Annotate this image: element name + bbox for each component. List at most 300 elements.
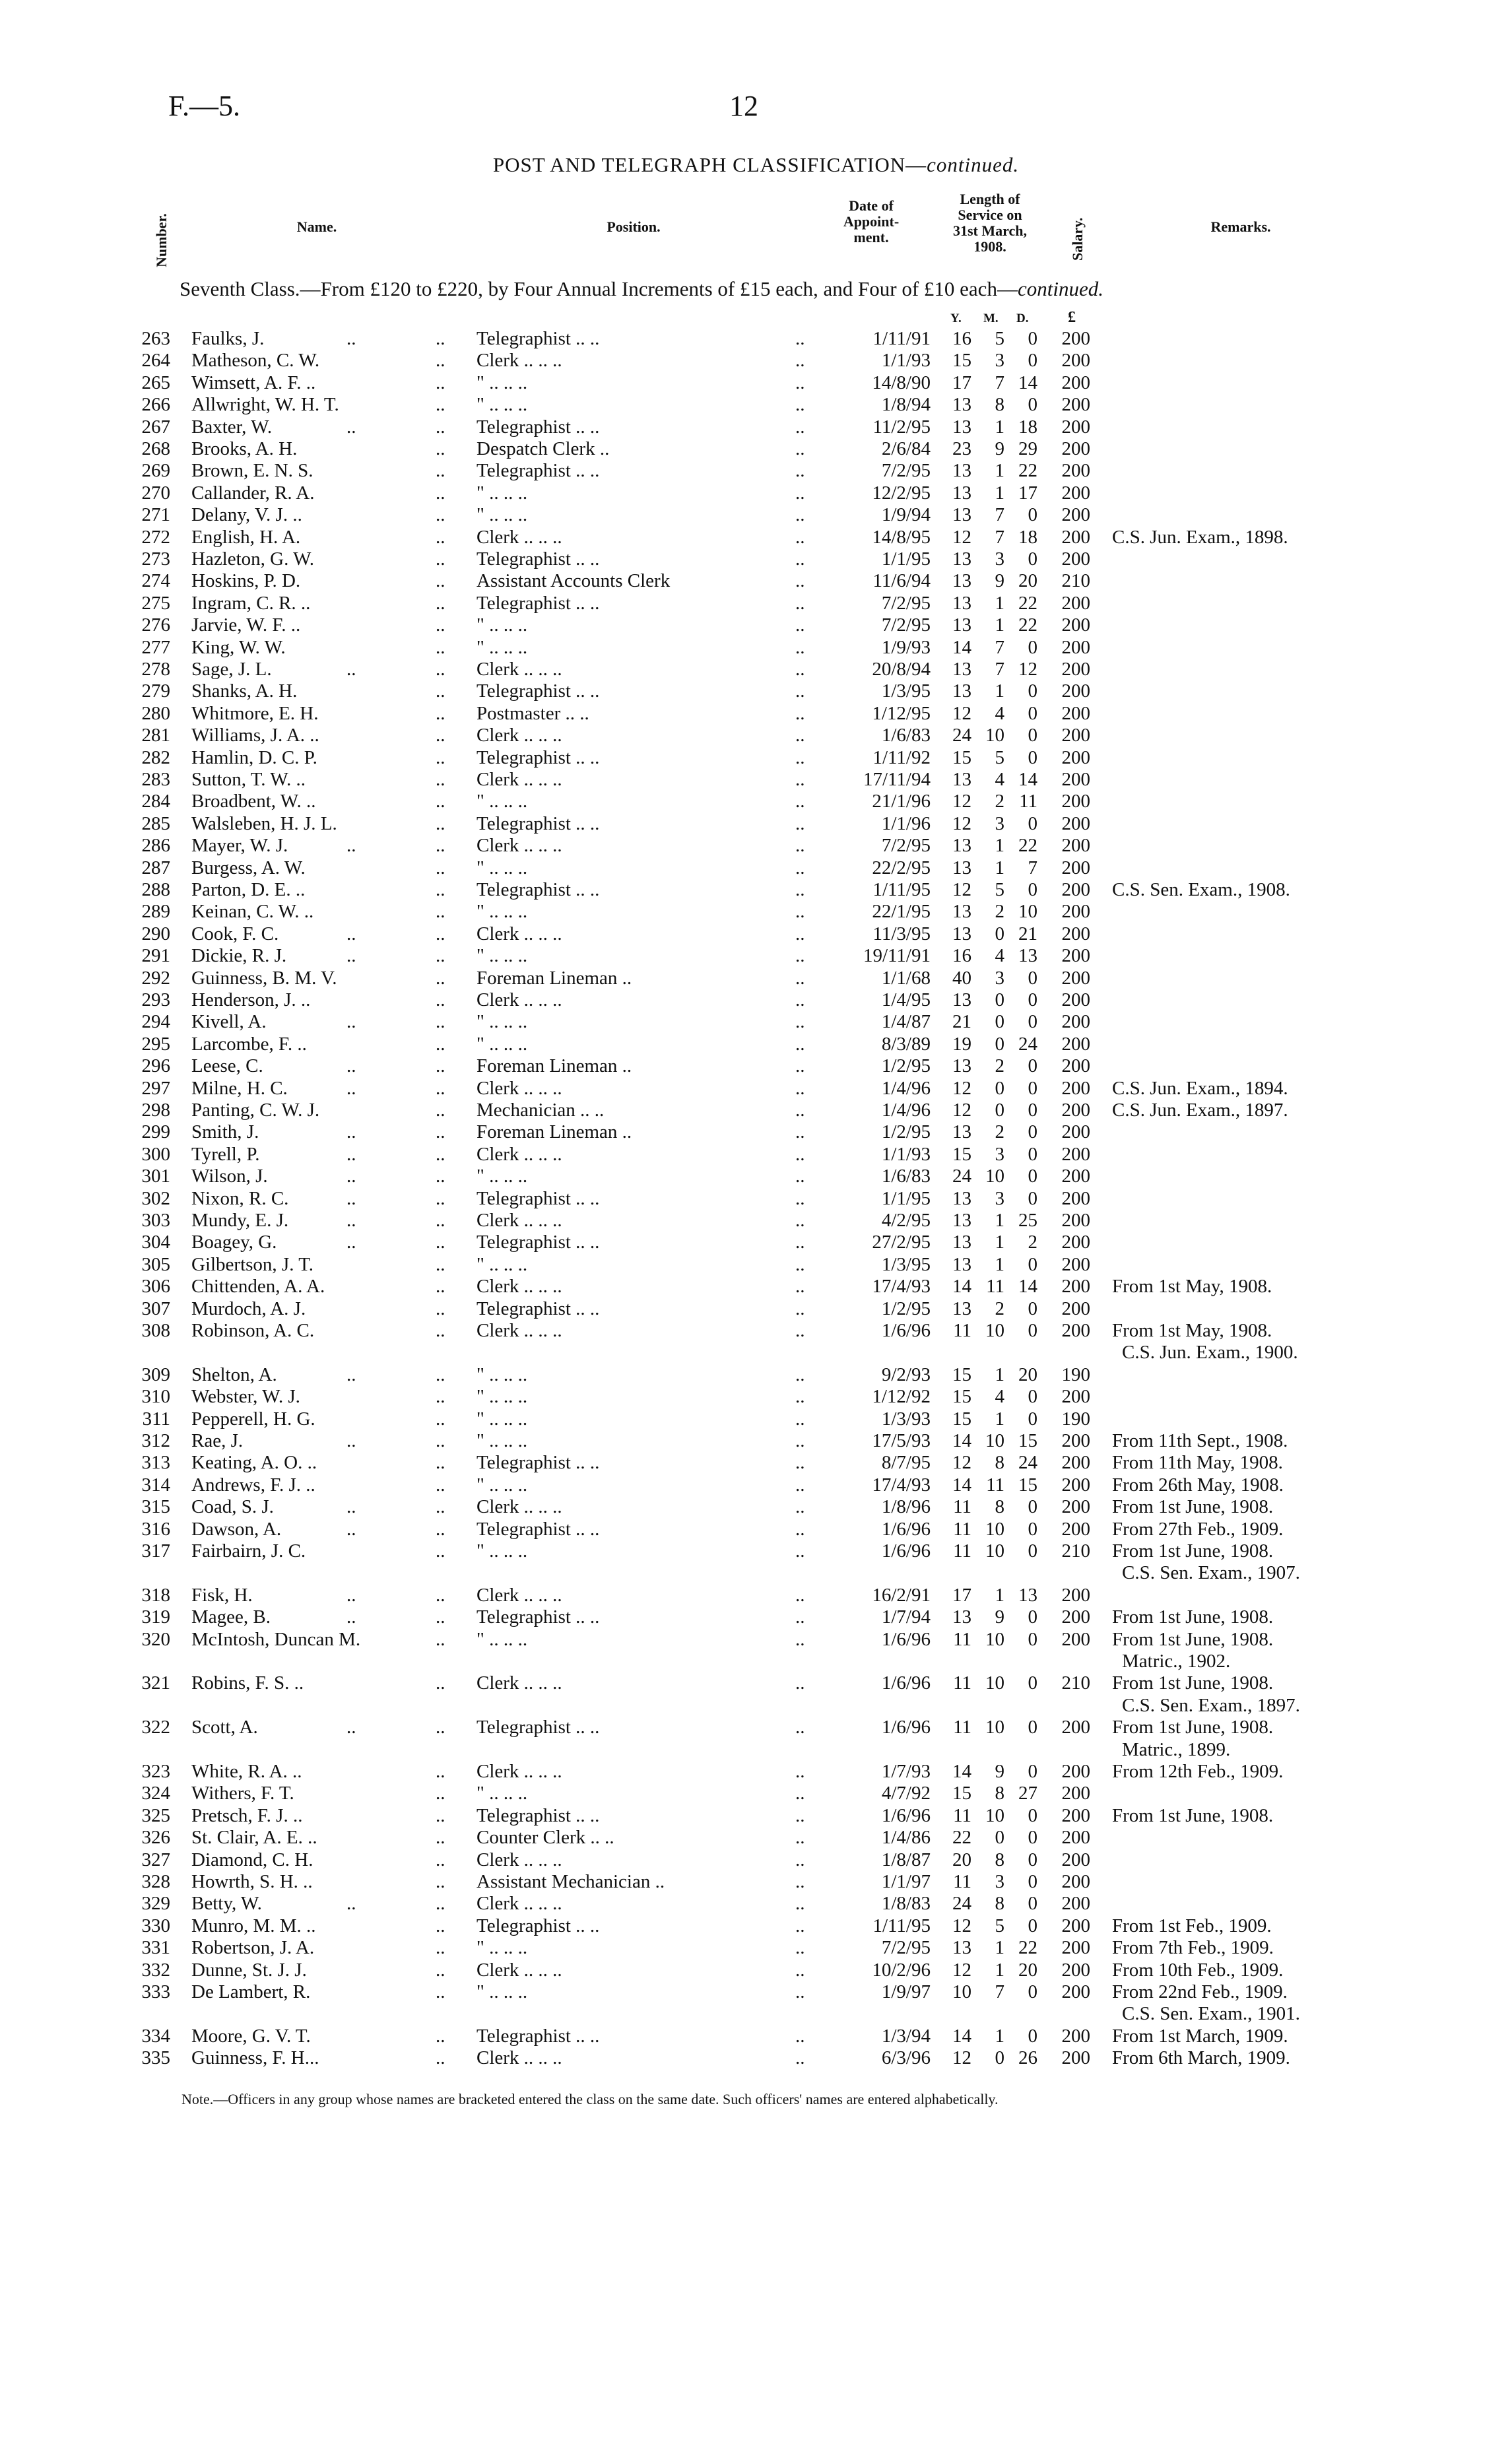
entry-appointment-date: 1/11/91 <box>872 328 931 349</box>
entry-service-months: 8 <box>995 1496 1004 1518</box>
leader-dots: .. <box>436 592 445 614</box>
entry-service-years: 13 <box>952 857 971 878</box>
entry-service-years: 13 <box>952 548 971 570</box>
unit-days: D. <box>1016 312 1029 325</box>
entry-appointment-date: 17/11/94 <box>863 769 931 790</box>
leader-dots: .. <box>436 1937 445 1959</box>
leader-dots: .. <box>795 1981 805 2002</box>
leader-dots: .. <box>436 416 445 438</box>
entry-appointment-date: 1/2/95 <box>881 1055 931 1077</box>
entry-service-days: 18 <box>1018 526 1037 548</box>
entry-service-days: 15 <box>1018 1474 1037 1496</box>
entry-salary: 200 <box>1061 1143 1090 1165</box>
leader-dots: .. <box>795 1276 805 1298</box>
table-row <box>0 1166 1512 1187</box>
leader-dots: .. <box>436 1540 445 1562</box>
entry-position: Clerk .. .. .. <box>477 1143 562 1165</box>
leader-dots: .. <box>795 857 805 878</box>
entry-remarks: C.S. Jun. Exam., 1897. <box>1112 1100 1288 1121</box>
col-header-date-l3: ment. <box>853 229 889 246</box>
entry-service-days: 0 <box>1028 1518 1037 1540</box>
entry-appointment-date: 1/12/92 <box>872 1386 931 1408</box>
entry-number: 318 <box>141 1584 170 1606</box>
entry-salary: 190 <box>1061 1364 1090 1385</box>
entry-position: Clerk .. .. .. <box>477 769 562 790</box>
leader-dots: .. <box>436 1253 445 1275</box>
entry-remarks: From 1st March, 1909. <box>1112 2025 1288 2047</box>
entry-position: " .. .. .. <box>477 1253 528 1275</box>
leader-dots: .. <box>436 1055 445 1077</box>
entry-service-days: 22 <box>1018 460 1037 482</box>
table-row <box>0 857 1512 879</box>
entry-remarks: From 1st June, 1908. <box>1112 1628 1274 1650</box>
entry-appointment-date: 2/6/84 <box>881 438 931 459</box>
entry-service-years: 12 <box>952 1915 971 1936</box>
entry-name: Scott, A. <box>191 1717 258 1738</box>
entry-position: " .. .. .. <box>477 1540 528 1562</box>
entry-position: Clerk .. .. .. <box>477 1584 562 1606</box>
entry-appointment-date: 6/3/96 <box>881 2047 931 2069</box>
entry-name: Murdoch, A. J. <box>191 1298 306 1319</box>
entry-name: Moore, G. V. T. <box>191 2025 311 2047</box>
table-row <box>0 945 1512 967</box>
entry-appointment-date: 8/3/89 <box>881 1033 931 1055</box>
entry-service-years: 15 <box>952 746 971 768</box>
entry-number: 287 <box>141 857 170 878</box>
entry-remarks: From 1st Feb., 1909. <box>1112 1915 1272 1936</box>
entry-salary: 200 <box>1061 2025 1090 2047</box>
table-row <box>0 747 1512 769</box>
table-row <box>0 680 1512 702</box>
leader-dots: .. <box>346 923 356 944</box>
leader-dots: .. <box>436 2025 445 2047</box>
entry-service-days: 0 <box>1028 1915 1037 1936</box>
entry-appointment-date: 1/4/96 <box>881 1077 931 1099</box>
entry-appointment-date: 1/6/96 <box>881 1717 931 1738</box>
entry-service-days: 22 <box>1018 592 1037 614</box>
entry-salary: 200 <box>1061 1430 1090 1451</box>
entry-remarks-continued: C.S. Sen. Exam., 1897. <box>1122 1694 1300 1716</box>
entry-position: " .. .. .. <box>477 1783 528 1804</box>
table-row <box>0 1298 1512 1320</box>
leader-dots: .. <box>795 1033 805 1055</box>
entry-position: Clerk .. .. .. <box>477 1849 562 1870</box>
entry-remarks-continued: Matric., 1902. <box>1122 1651 1231 1672</box>
leader-dots: .. <box>346 1187 356 1209</box>
entry-service-months: 5 <box>995 879 1004 900</box>
entry-appointment-date: 1/9/94 <box>881 504 931 526</box>
leader-dots: .. <box>436 659 445 680</box>
unit-months: M. <box>983 312 999 325</box>
entry-remarks-continued: C.S. Jun. Exam., 1900. <box>1122 1342 1298 1364</box>
entry-service-days: 0 <box>1028 350 1037 372</box>
table-row <box>0 901 1512 923</box>
entry-name: Dawson, A. <box>191 1518 282 1540</box>
entry-position: Telegraphist .. .. <box>477 1915 600 1936</box>
entry-remarks: From 6th March, 1909. <box>1112 2047 1290 2069</box>
entry-salary: 200 <box>1061 614 1090 636</box>
entry-position: Clerk .. .. .. <box>477 1276 562 1298</box>
entry-service-months: 7 <box>995 372 1004 393</box>
table-row <box>0 1937 1512 1959</box>
table-row <box>0 1915 1512 1937</box>
entry-service-months: 7 <box>995 1981 1004 2002</box>
table-row <box>0 1408 1512 1430</box>
leader-dots: .. <box>795 659 805 680</box>
entry-position: Clerk .. .. .. <box>477 1077 562 1099</box>
entry-service-months: 8 <box>995 1849 1004 1870</box>
table-row <box>0 1144 1512 1166</box>
entry-position: Clerk .. .. .. <box>477 1959 562 1981</box>
entry-number: 284 <box>141 791 170 812</box>
entry-position: Assistant Mechanician .. <box>477 1871 665 1892</box>
entry-position: Telegraphist .. .. <box>477 1187 600 1209</box>
entry-salary: 200 <box>1061 1584 1090 1606</box>
leader-dots: .. <box>436 1364 445 1385</box>
leader-dots: .. <box>795 438 805 459</box>
entry-salary: 200 <box>1061 1298 1090 1319</box>
entry-service-months: 1 <box>995 592 1004 614</box>
leader-dots: .. <box>436 1430 445 1451</box>
entry-appointment-date: 21/1/96 <box>872 791 931 812</box>
leader-dots: .. <box>795 1496 805 1518</box>
entry-remarks: From 7th Feb., 1909. <box>1112 1937 1274 1959</box>
entry-service-years: 11 <box>953 1871 971 1892</box>
entry-service-months: 4 <box>995 702 1004 724</box>
entry-service-years: 24 <box>952 1166 971 1187</box>
entry-appointment-date: 1/8/83 <box>881 1893 931 1915</box>
leader-dots: .. <box>436 1827 445 1849</box>
leader-dots: .. <box>436 1011 445 1033</box>
entry-salary: 200 <box>1061 725 1090 746</box>
entry-appointment-date: 1/4/96 <box>881 1100 931 1121</box>
entry-service-days: 29 <box>1018 438 1037 459</box>
unit-pounds: £ <box>1068 309 1076 326</box>
entry-service-years: 14 <box>952 1430 971 1451</box>
entry-service-years: 23 <box>952 438 971 459</box>
entry-position: Telegraphist .. .. <box>477 812 600 834</box>
table-row <box>0 1606 1512 1628</box>
table-row <box>0 1761 1512 1783</box>
entry-service-days: 0 <box>1028 1011 1037 1033</box>
entry-service-years: 12 <box>952 1077 971 1099</box>
leader-dots: .. <box>436 1981 445 2002</box>
table-row <box>0 1783 1512 1804</box>
entry-service-days: 0 <box>1028 1871 1037 1892</box>
entry-name: Baxter, W. <box>191 416 273 438</box>
entry-appointment-date: 1/4/86 <box>881 1827 931 1849</box>
entry-salary: 200 <box>1061 945 1090 967</box>
entry-appointment-date: 4/7/92 <box>881 1783 931 1804</box>
entry-service-days: 0 <box>1028 636 1037 658</box>
entry-name: Nixon, R. C. <box>191 1187 289 1209</box>
entry-salary: 200 <box>1061 460 1090 482</box>
table-row <box>0 1893 1512 1915</box>
entry-appointment-date: 17/4/93 <box>872 1474 931 1496</box>
entry-name: Faulks, J. <box>191 328 265 349</box>
entry-position: " .. .. .. <box>477 1386 528 1408</box>
entry-appointment-date: 1/9/97 <box>881 1981 931 2002</box>
entry-service-months: 0 <box>995 989 1004 1010</box>
entry-position: " .. .. .. <box>477 394 528 416</box>
col-header-number: Number. <box>153 213 170 267</box>
entry-service-months: 11 <box>986 1474 1004 1496</box>
leader-dots: .. <box>436 1474 445 1496</box>
entry-appointment-date: 11/3/95 <box>872 923 931 944</box>
entry-service-years: 11 <box>953 1717 971 1738</box>
leader-dots: .. <box>346 1430 356 1451</box>
entry-name: Shelton, A. <box>191 1364 277 1385</box>
entry-service-days: 0 <box>1028 1077 1037 1099</box>
leader-dots: .. <box>346 1121 356 1143</box>
entry-appointment-date: 1/9/93 <box>881 636 931 658</box>
entry-service-days: 27 <box>1018 1783 1037 1804</box>
entry-service-years: 15 <box>952 350 971 372</box>
entry-position: Clerk .. .. .. <box>477 350 562 372</box>
entry-service-days: 20 <box>1018 570 1037 592</box>
entry-position: Telegraphist .. .. <box>477 1452 600 1474</box>
entry-service-days: 0 <box>1028 1540 1037 1562</box>
entry-number: 323 <box>141 1761 170 1782</box>
leader-dots: .. <box>346 1893 356 1915</box>
table-row <box>0 504 1512 526</box>
entry-salary: 200 <box>1061 1386 1090 1408</box>
entry-salary: 200 <box>1061 328 1090 349</box>
entry-service-months: 7 <box>995 636 1004 658</box>
entry-remarks: From 1st June, 1908. <box>1112 1496 1274 1518</box>
entry-salary: 200 <box>1061 923 1090 944</box>
leader-dots: .. <box>795 372 805 393</box>
entry-position: Clerk .. .. .. <box>477 1210 562 1231</box>
entry-remarks: From 11th May, 1908. <box>1112 1452 1283 1474</box>
entry-salary: 200 <box>1061 592 1090 614</box>
table-row <box>0 1672 1512 1694</box>
entry-name: Hazleton, G. W. <box>191 548 315 570</box>
entry-position: " .. .. .. <box>477 857 528 878</box>
leader-dots: .. <box>795 1298 805 1319</box>
leader-dots: .. <box>436 614 445 636</box>
entry-salary: 200 <box>1061 680 1090 702</box>
entry-salary: 200 <box>1061 1761 1090 1782</box>
entry-position: " .. .. .. <box>477 1430 528 1451</box>
entry-position: " .. .. .. <box>477 1011 528 1033</box>
entry-name: Fairbairn, J. C. <box>191 1540 306 1562</box>
entry-remarks: From 10th Feb., 1909. <box>1112 1959 1284 1981</box>
table-row <box>0 548 1512 570</box>
entry-number: 301 <box>141 1166 170 1187</box>
entry-name: Coad, S. J. <box>191 1496 274 1518</box>
entry-salary: 200 <box>1061 548 1090 570</box>
entry-service-days: 0 <box>1028 1672 1037 1694</box>
table-row <box>0 1320 1512 1342</box>
entry-name: Jarvie, W. F. .. <box>191 614 301 636</box>
leader-dots: .. <box>795 1761 805 1782</box>
entry-salary: 200 <box>1061 769 1090 790</box>
entry-number: 305 <box>141 1253 170 1275</box>
entry-appointment-date: 11/6/94 <box>872 570 931 592</box>
leader-dots: .. <box>795 1430 805 1451</box>
entry-service-years: 15 <box>952 1364 971 1385</box>
entry-name: King, W. W. <box>191 636 286 658</box>
entry-number: 296 <box>141 1055 170 1077</box>
leader-dots: .. <box>436 394 445 416</box>
leader-dots: .. <box>436 1143 445 1165</box>
entry-service-months: 0 <box>995 1077 1004 1099</box>
entry-name: Sutton, T. W. .. <box>191 769 306 790</box>
entry-service-months: 0 <box>995 1100 1004 1121</box>
entry-number: 267 <box>141 416 170 438</box>
entry-service-months: 3 <box>995 350 1004 372</box>
leader-dots: .. <box>436 1166 445 1187</box>
entry-salary: 200 <box>1061 702 1090 724</box>
entry-appointment-date: 1/6/96 <box>881 1804 931 1826</box>
entry-service-years: 13 <box>952 1121 971 1143</box>
table-row <box>0 416 1512 438</box>
entry-number: 321 <box>141 1672 170 1694</box>
leader-dots: .. <box>436 1077 445 1099</box>
entry-number: 303 <box>141 1210 170 1231</box>
entry-salary: 200 <box>1061 1804 1090 1826</box>
entry-salary: 200 <box>1061 1166 1090 1187</box>
entry-appointment-date: 1/12/95 <box>872 702 931 724</box>
entry-service-years: 12 <box>952 879 971 900</box>
leader-dots: .. <box>436 1386 445 1408</box>
leader-dots: .. <box>436 1849 445 1870</box>
leader-dots: .. <box>436 460 445 482</box>
entry-appointment-date: 1/8/94 <box>881 394 931 416</box>
entry-number: 319 <box>141 1606 170 1628</box>
entry-number: 326 <box>141 1827 170 1849</box>
leader-dots: .. <box>436 1033 445 1055</box>
entry-number: 283 <box>141 769 170 790</box>
leader-dots: .. <box>795 1011 805 1033</box>
entry-name: Robertson, J. A. <box>191 1937 315 1959</box>
entry-name: Walsleben, H. J. L. <box>191 812 337 834</box>
leader-dots: .. <box>436 1496 445 1518</box>
entry-name: Broadbent, W. .. <box>191 791 316 812</box>
entry-name: Allwright, W. H. T. <box>191 394 339 416</box>
entry-name: Fisk, H. <box>191 1584 253 1606</box>
entry-name: Mayer, W. J. <box>191 835 288 857</box>
leader-dots: .. <box>795 1364 805 1385</box>
entry-service-days: 0 <box>1028 989 1037 1010</box>
entry-appointment-date: 11/2/95 <box>872 416 931 438</box>
entry-name: Gilbertson, J. T. <box>191 1253 314 1275</box>
col-header-date <box>818 198 924 246</box>
entry-service-years: 12 <box>952 812 971 834</box>
entry-number: 288 <box>141 879 170 900</box>
entry-position: " .. .. .. <box>477 1981 528 2002</box>
entry-position: Telegraphist .. .. <box>477 680 600 702</box>
entry-number: 312 <box>141 1430 170 1451</box>
entry-service-months: 10 <box>985 725 1004 746</box>
entry-service-days: 10 <box>1018 901 1037 923</box>
table-row <box>0 1078 1512 1100</box>
entry-salary: 200 <box>1061 1717 1090 1738</box>
leader-dots: .. <box>795 1540 805 1562</box>
entry-salary: 200 <box>1061 1893 1090 1915</box>
entry-position: " .. .. .. <box>477 1628 528 1650</box>
entry-service-days: 0 <box>1028 1408 1037 1430</box>
entry-name: Milne, H. C. <box>191 1077 288 1099</box>
entry-number: 290 <box>141 923 170 944</box>
entry-service-months: 9 <box>995 1606 1004 1628</box>
entry-position: Clerk .. .. .. <box>477 526 562 548</box>
entry-salary: 200 <box>1061 746 1090 768</box>
entry-number: 308 <box>141 1320 170 1341</box>
entry-number: 282 <box>141 746 170 768</box>
entry-number: 265 <box>141 372 170 393</box>
entry-position: " .. .. .. <box>477 482 528 504</box>
entry-salary: 200 <box>1061 1276 1090 1298</box>
entry-name: Kivell, A. <box>191 1011 267 1033</box>
col-header-service-l1: Length of <box>960 191 1020 207</box>
entry-name: Shanks, A. H. <box>191 680 298 702</box>
table-row <box>0 1055 1512 1077</box>
entry-remarks: C.S. Jun. Exam., 1898. <box>1112 526 1288 548</box>
leader-dots: .. <box>346 1166 356 1187</box>
entry-service-years: 11 <box>953 1518 971 1540</box>
entry-name: Hamlin, D. C. P. <box>191 746 317 768</box>
entry-number: 317 <box>141 1540 170 1562</box>
entry-number: 274 <box>141 570 170 592</box>
entry-salary: 200 <box>1061 1011 1090 1033</box>
entry-salary: 200 <box>1061 1077 1090 1099</box>
leader-dots: .. <box>795 1783 805 1804</box>
table-row <box>0 791 1512 812</box>
leader-dots: .. <box>346 1055 356 1077</box>
leader-dots: .. <box>795 1320 805 1341</box>
entry-position: Despatch Clerk .. <box>477 438 610 459</box>
footnote: Note.—Officers in any group whose names are bracketed entered the class on the same date. Such officers' names are entered alphabetically. <box>181 2091 999 2107</box>
entry-salary: 200 <box>1061 1100 1090 1121</box>
leader-dots: .. <box>795 592 805 614</box>
entry-number: 299 <box>141 1121 170 1143</box>
entry-service-days: 0 <box>1028 328 1037 349</box>
entry-service-days: 25 <box>1018 1210 1037 1231</box>
entry-service-months: 1 <box>995 680 1004 702</box>
leader-dots: .. <box>795 1166 805 1187</box>
col-header-position: Position. <box>607 218 661 235</box>
entry-name: Leese, C. <box>191 1055 263 1077</box>
entry-salary: 200 <box>1061 1518 1090 1540</box>
entry-salary: 200 <box>1061 1474 1090 1496</box>
leader-dots: .. <box>795 2025 805 2047</box>
leader-dots: .. <box>795 1518 805 1540</box>
entry-service-years: 15 <box>952 1408 971 1430</box>
entry-service-days: 22 <box>1018 835 1037 857</box>
entry-salary: 200 <box>1061 1232 1090 1253</box>
entry-number: 271 <box>141 504 170 526</box>
entry-remarks: From 1st May, 1908. <box>1112 1320 1272 1341</box>
leader-dots: .. <box>795 680 805 702</box>
leader-dots: .. <box>346 1210 356 1231</box>
entry-service-months: 3 <box>995 1187 1004 1209</box>
entry-service-months: 1 <box>995 614 1004 636</box>
page-title <box>0 153 1512 177</box>
entry-name: Wimsett, A. F. .. <box>191 372 316 393</box>
entry-remarks: From 1st June, 1908. <box>1112 1717 1274 1738</box>
entry-appointment-date: 1/4/87 <box>881 1011 931 1033</box>
leader-dots: .. <box>795 1915 805 1936</box>
entry-position: " .. .. .. <box>477 1937 528 1959</box>
entry-service-years: 16 <box>952 328 971 349</box>
leader-dots: .. <box>436 1915 445 1936</box>
table-row <box>0 1100 1512 1121</box>
entry-service-days: 0 <box>1028 1121 1037 1143</box>
entry-service-days: 13 <box>1018 945 1037 967</box>
table-row <box>0 482 1512 504</box>
